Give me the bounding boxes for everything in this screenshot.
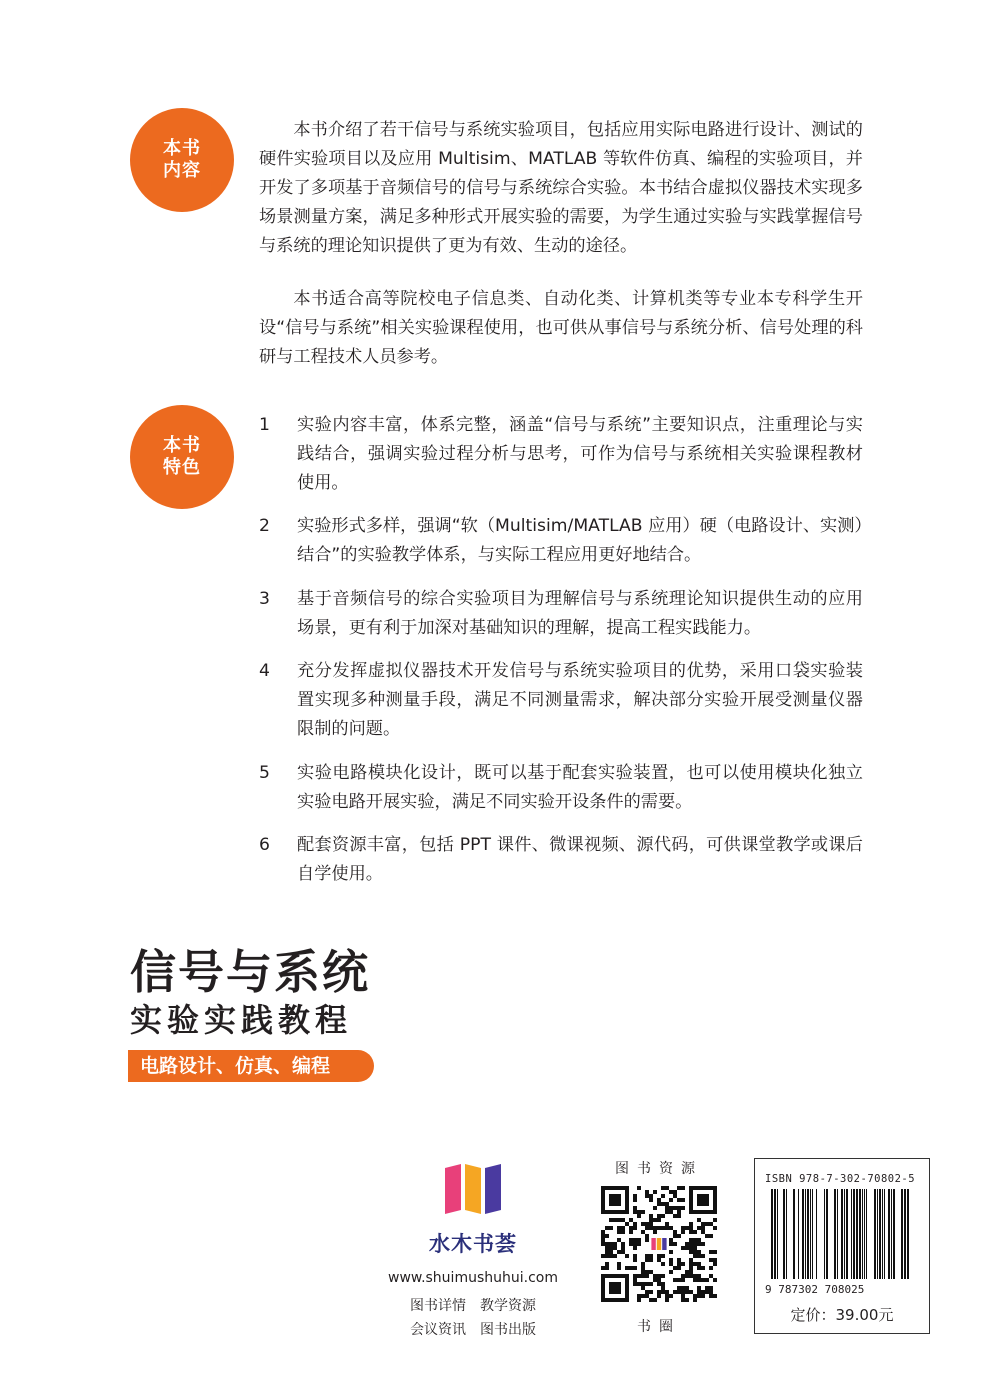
features-badge xyxy=(130,405,234,509)
barcode-box xyxy=(754,1158,930,1334)
features-badge-line2: 特色 xyxy=(163,457,201,478)
feature-number: 4 xyxy=(259,661,270,681)
feature-text: 基于音频信号的综合实验项目为理解信号与系统理论知识提供生动的应用场景，更有利于加深对基础知识的理解，提高工程实践能力。 xyxy=(297,589,863,638)
price-label: 定价：39.00元 xyxy=(790,1306,894,1324)
feature-item xyxy=(259,411,863,498)
feature-text: 实验电路模块化设计，既可以基于配套实验装置，也可以使用模块化独立实验电路开展实验，满足不同实验开设条件的需要。 xyxy=(297,763,863,812)
barcode-icon xyxy=(765,1189,919,1297)
feature-text: 实验内容丰富，体系完整，涵盖“信号与系统”主要知识点，注重理论与实践结合，强调实验过程分析与思考，可作为信号与系统相关实验课程教材使用。 xyxy=(297,415,863,493)
qr-block xyxy=(598,1158,720,1336)
publisher-name: 水木书荟 xyxy=(429,1231,517,1256)
content-badge-line2: 内容 xyxy=(163,160,201,181)
publisher-links-row2: 会议资讯 图书出版 xyxy=(410,1322,536,1338)
feature-item xyxy=(259,512,863,570)
feature-number: 1 xyxy=(259,415,270,435)
publisher-logo-icon xyxy=(441,1160,505,1218)
publisher-url[interactable]: www.shuimushuhui.com xyxy=(388,1270,558,1286)
feature-item xyxy=(259,657,863,744)
book-tagline: 电路设计、仿真、编程 xyxy=(128,1050,374,1082)
barcode-digits: 9 787302 708025 xyxy=(765,1283,865,1296)
qr-top-label: 图书资源 xyxy=(615,1161,703,1177)
publisher-block xyxy=(388,1160,558,1342)
content-paragraph-1: 本书介绍了若干信号与系统实验项目，包括应用实际电路进行设计、测试的硬件实验项目以及应用 Multisim、MATLAB 等软件仿真、编程的实验项目，并开发了多项基于音频信号的信号与系统综合实验。本书结合虚拟仪器技术实现多场景测量方案，满足多种形式开展实验的需要，为学生通过实验与实践掌握信号与系统的理论知识提供了更为有效、生动的途径。 xyxy=(259,120,863,256)
book-title: 信号与系统 xyxy=(130,945,370,999)
feature-number: 5 xyxy=(259,763,270,783)
content-badge xyxy=(130,108,234,212)
feature-item xyxy=(259,759,863,817)
feature-number: 3 xyxy=(259,589,270,609)
feature-item xyxy=(259,831,863,889)
publisher-links-row1: 图书详情 教学资源 xyxy=(410,1298,536,1314)
feature-text: 配套资源丰富，包括 PPT 课件、微课视频、源代码，可供课堂教学或课后自学使用。 xyxy=(297,835,863,884)
feature-number: 2 xyxy=(259,516,270,536)
qr-code-icon[interactable] xyxy=(601,1186,717,1302)
feature-item xyxy=(259,585,863,643)
content-paragraph-2: 本书适合高等院校电子信息类、自动化类、计算机类等专业本专科学生开设“信号与系统”相关实验课程使用，也可供从事信号与系统分析、信号处理的科研与工程技术人员参考。 xyxy=(259,289,863,367)
book-subtitle: 实验实践教程 xyxy=(130,1001,353,1039)
content-badge-line1: 本书 xyxy=(163,138,201,159)
feature-text: 实验形式多样，强调“软（Multisim/MATLAB 应用）硬（电路设计、实测）结合”的实验教学体系，与实际工程应用更好地结合。 xyxy=(297,516,863,565)
feature-number: 6 xyxy=(259,835,270,855)
feature-text: 充分发挥虚拟仪器技术开发信号与系统实验项目的优势，采用口袋实验装置实现多种测量手段，满足不同测量需求，解决部分实验开展受测量仪器限制的问题。 xyxy=(297,661,863,739)
features-badge-line1: 本书 xyxy=(163,435,201,456)
qr-bottom-label: 书圈 xyxy=(637,1319,681,1335)
publisher-links xyxy=(388,1294,558,1342)
isbn-line: ISBN 978-7-302-70802-5 xyxy=(765,1173,916,1185)
